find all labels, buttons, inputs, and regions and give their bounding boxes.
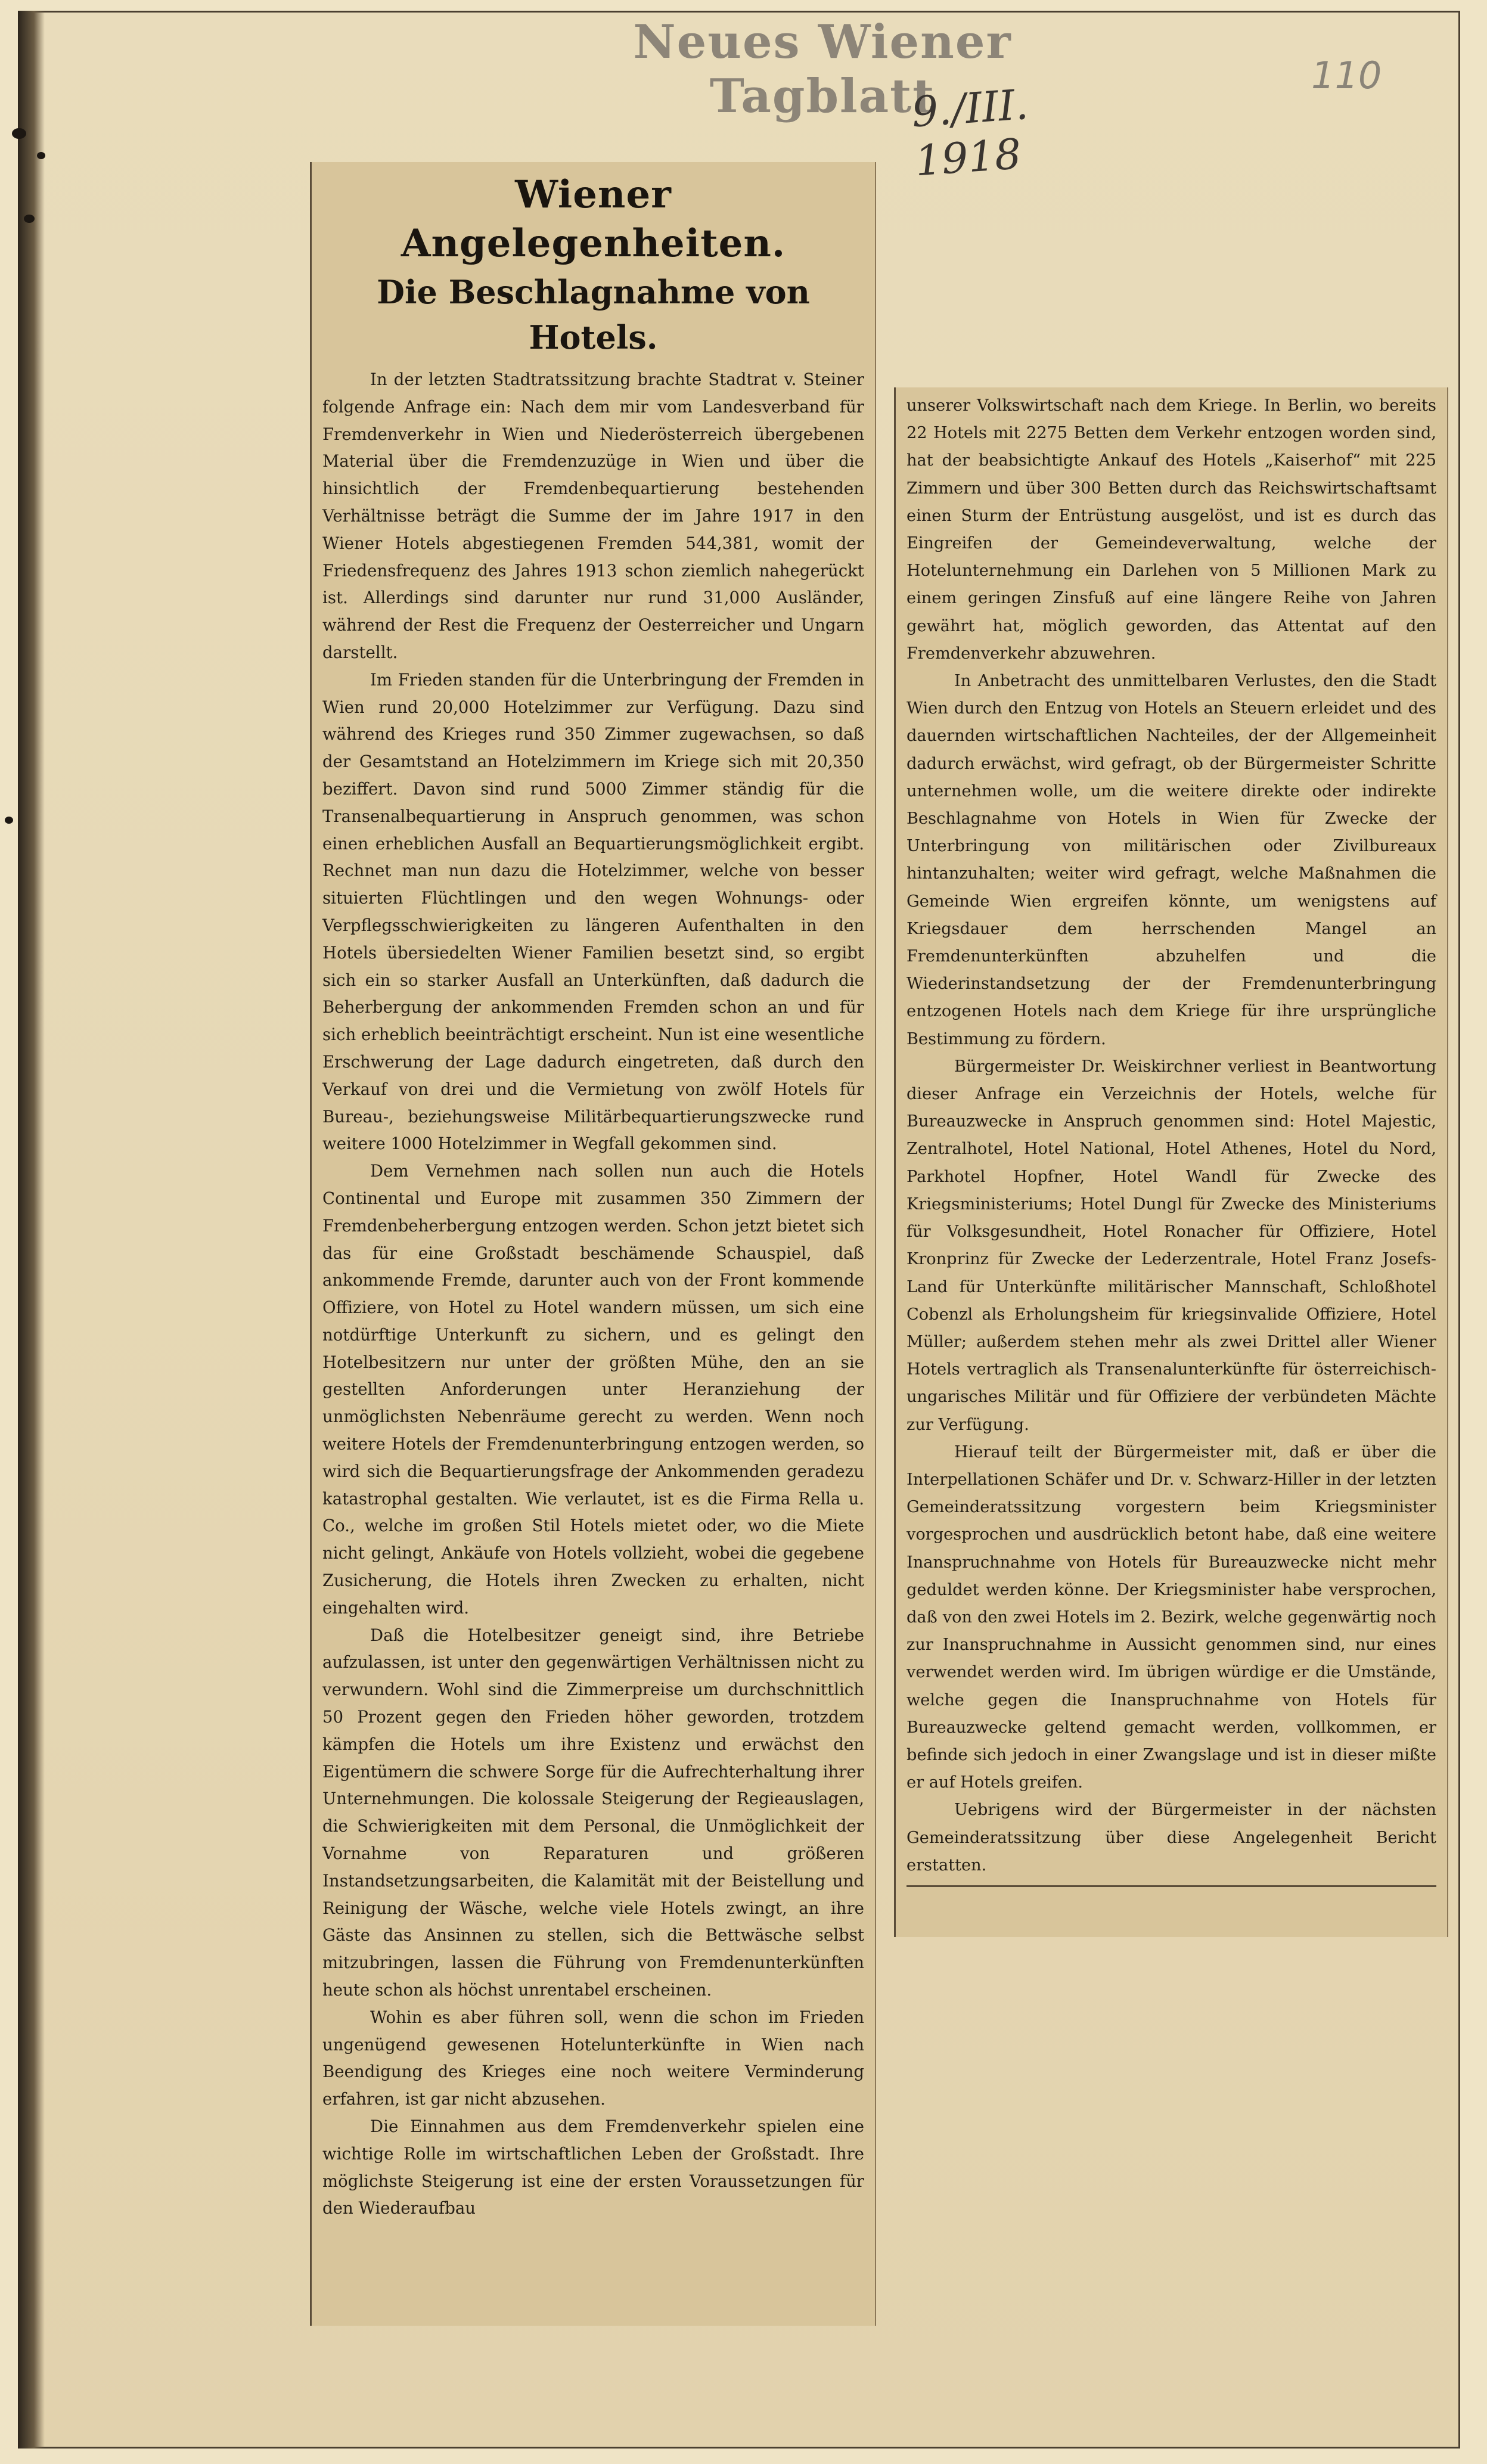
newspaper-masthead-stamp: Neues Wiener Tagblatt [633, 15, 1012, 123]
article-clipping-right [894, 387, 1448, 1937]
article-paragraph: Wohin es aber führen soll, wenn die schon im Frieden ungenügend gewesenen Hotelunterkünfte in Wien nach Beendigung des Krieges eine noch weitere Verminderung erfahren, ist gar nicht abzusehen. [322, 2007, 864, 2109]
handwritten-date: 9./III. 1918 [909, 80, 1030, 186]
article-paragraph: Die Einnahmen aus dem Fremdenverkehr spielen eine wichtige Rolle im wirtschaftlichen Leben der Großstadt. Ihre möglichste Steigerung ist eine der ersten Voraussetzungen für den Wiederaufbau [322, 2117, 864, 2218]
article-paragraph: Daß die Hotelbesitzer geneigt sind, ihre Betriebe aufzulassen, ist unter den gegenwärtigen Verhältnissen nicht zu verwundern. Wohl sind die Zimmerpreise um durchschnittlich 50 Prozent gegen den Frieden höher geworden, trotzdem kämpfen die Hotels um ihre Existenz und erwächst den Eigentümern die schwere Sorge für die Aufrechterhaltung ihrer Unternehmungen. Die kolossale Steigerung der Regieauslagen, die Schwierigkeiten mit dem Personal, die Unmöglichkeit der Vornahme von Reparaturen und größeren Instandsetzungsarbeiten, die Kalamität mit der Beistellung und Reinigung der Wäsche, welche viele Hotels zwingt, an ihre Gäste das Ansinnen zu stellen, sich die Bettwäsche selbst mitzubringen, lassen die Führung von Fremdenunterkünften heute schon als höchst unrentabel erscheinen. [322, 1625, 864, 2000]
article-paragraph: In Anbetracht des unmittelbaren Verlustes, den die Stadt Wien durch den Entzug von Hotels an Steuern erleidet und des dauernden wirtschaftlichen Nachteiles, der der Allgemeinheit dadurch erwächst, wird gefragt, ob der Bürgermeister Schritte unternehmen wolle, um die weitere direkte oder indirekte Beschlagnahme von Hotels in Wien für Zwecke der Unterbringung von militärischen oder Zivilbureaux hintanzuhalten; weiter wird gefragt, welche Maßnahmen die Gemeinde Wien ergreifen könnte, um wenigstens auf Kriegsdauer dem herrschenden Mangel an Fremdenunterkünften abzuhelfen und die Wiederinstandsetzung der der Fremdenunterbringung entzogenen Hotels nach dem Kriege für ihre ursprüngliche Bestimmung zu fördern. [907, 672, 1436, 1048]
article-paragraph: Dem Vernehmen nach sollen nun auch die Hotels Continental und Europe mit zusammen 350 Zimmern der Fremdenbeherbergung entzogen werden. Schon jetzt bietet sich das für eine Großstadt beschämende Schauspiel, daß ankommende Fremde, darunter auch von der Front kommende Offiziere, von Hotel zu Hotel wandern müssen, um sich eine notdürftige Unterkunft zu sichern, und es gelingt den Hotelbesitzern nur unter der größten Mühe, den an sie gestellten Anforderungen unter Heranziehung der unmöglichsten Nebenräume gerecht zu werden. Wenn noch weitere Hotels der Fremdenunterbringung entzogen werden, so wird sich die Bequartierungsfrage der Ankommenden geradezu katastrophal gestalten. Wie verlautet, ist es die Firma Rella u. Co., welche im großen Stil Hotels mietet oder, wo die Miete nicht gelingt, Ankäufe von Hotels vollzieht, wobei die gegebene Zusicherung, die Hotels ihren Zwecken zu erhalten, nicht eingehalten wird. [322, 1161, 864, 1618]
section-title: Wiener Angelegenheiten. [401, 172, 786, 266]
archive-page-number: 110 [1311, 54, 1382, 97]
article-paragraph: Uebrigens wird der Bürgermeister in der nächsten Gemeinderatssitzung über diese Angelegenheit Bericht erstatten. [907, 1801, 1436, 1875]
article-headline: Die Beschlagnahme von Hotels. [377, 273, 810, 356]
article-paragraph: Hierauf teilt der Bürgermeister mit, daß er über die Interpellationen Schäfer und Dr. v. Schwarz-Hiller in der letzten Gemeinderatssitzung vorgestern beim Kriegsminister vorgesprochen und ausdrücklich betont habe, daß eine weitere Inanspruchnahme von Hotels für Bureauzwecke nicht mehr geduldet werden könne. Der Kriegsminister habe versprochen, daß von den zwei Hotels im 2. Bezirk, welche gegenwärtig noch zur Inanspruchnahme in Aussicht genommen sind, nur eines verwendet werden wird. Im übrigen würdige er die Umstände, welche gegen die Inanspruchnahme von Hotels für Bureauzwecke geltend gemacht werden, vollkommen, er befinde sich jedoch in einer Zwangslage und ist in dieser mißte er auf Hotels greifen. [907, 1442, 1436, 1792]
article-paragraph: In der letzten Stadtratssitzung brachte Stadtrat v. Steiner folgende Anfrage ein: Nach dem mir vom Landesverband für Fremdenverkehr in Wien und Niederösterreich übergebenen Material über die Fremdenzuzüge in Wien und über die hinsichtlich der Fremdenbequartierung bestehenden Verhältnisse beträgt die Summe der im Jahre 1917 in den Wiener Hotels abgestiegenen Fremden 544,381, womit der Friedensfrequenz des Jahres 1913 schon ziemlich nahegerückt ist. Allerdings sind darunter nur rund 31,000 Ausländer, während der Rest die Frequenz der Oesterreicher und Ungarn darstellt. [322, 370, 864, 662]
ink-spot [12, 128, 26, 139]
column-end-rule [907, 1885, 1436, 1887]
ink-spot [24, 215, 35, 223]
ink-spot [37, 152, 45, 159]
article-paragraph: Im Frieden standen für die Unterbringung der Fremden in Wien rund 20,000 Hotelzimmer zur Verfügung. Dazu sind während des Krieges rund 350 Zimmer zugewachsen, so daß der Gesamtstand an Hotelzimmern im Kriege sich mit 20,350 beziffert. Davon sind rund 5000 Zimmer ständig für die Transenalbequartierung in Anspruch genommen, was schon einen erheblichen Ausfall an Bequartierungsmöglichkeit ergibt. Rechnet man nun dazu die Hotelzimmer, welche von besser situierten Flüchtlingen und den wegen Wohnungs- oder Verpflegsschwierigkeiten zu längeren Aufenthalten in den Hotels übersiedelten Wiener Familien besetzt sind, so ergibt sich ein so starker Ausfall an Unterkünften, daß dadurch die Beherbergung der ankommenden Fremden schon an und für sich erheblich beeinträchtigt erscheint. Nun ist eine wesentliche Erschwerung der Lage dadurch eingetreten, daß durch den Verkauf von drei und die Vermietung von zwölf Hotels für Bureau-, beziehungsweise Militärbequartierungszwecke rund weitere 1000 Hotelzimmer in Wegfall gekommen sind. [322, 669, 864, 1154]
scan-edge-shadow [18, 11, 45, 2449]
article-clipping-left [310, 162, 876, 2326]
article-paragraph: unserer Volkswirtschaft nach dem Kriege. In Berlin, wo bereits 22 Hotels mit 2275 Betten dem Verkehr entzogen worden sind, hat der beabsichtigte Ankauf des Hotels „Kaiserhof“ mit 225 Zimmern und über 300 Betten durch das Reichswirtschaftsamt einen Sturm der Entrüstung ausgelöst, und ist es durch das Eingreifen der Gemeindeverwaltung, welche der Hotelunternehmung ein Darlehen von 5 Millionen Mark zu einem geringen Zinsfuß auf eine längere Reihe von Jahren gewährt hat, möglich geworden, das Attentat auf den Fremdenverkehr abzuwehren. [907, 396, 1436, 663]
article-paragraph: Bürgermeister Dr. Weiskirchner verliest in Beantwortung dieser Anfrage ein Verzeichnis der Hotels, welche für Bureauzwecke in Anspruch genommen sind: Hotel Majestic, Zentralhotel, Hotel National, Hotel Athenes, Hotel du Nord, Parkhotel Hopfner, Hotel Wandl für Zwecke des Kriegsministeriums; Hotel Dungl für Zwecke des Ministeriums für Volksgesundheit, Hotel Ronacher für Offiziere, Hotel Kronprinz für Zwecke der Lederzentrale, Hotel Franz Josefs-Land für Unterkünfte militärischer Mannschaft, Schloßhotel Cobenzl als Erholungsheim für kriegsinvalide Offiziere, Hotel Müller; außerdem stehen mehr als zwei Drittel aller Wiener Hotels vertraglich als Transenalunterkünfte für österreichisch-ungarisches Militär und für Offiziere der verbündeten Mächte zur Verfügung. [907, 1057, 1436, 1434]
ink-spot [5, 817, 13, 824]
